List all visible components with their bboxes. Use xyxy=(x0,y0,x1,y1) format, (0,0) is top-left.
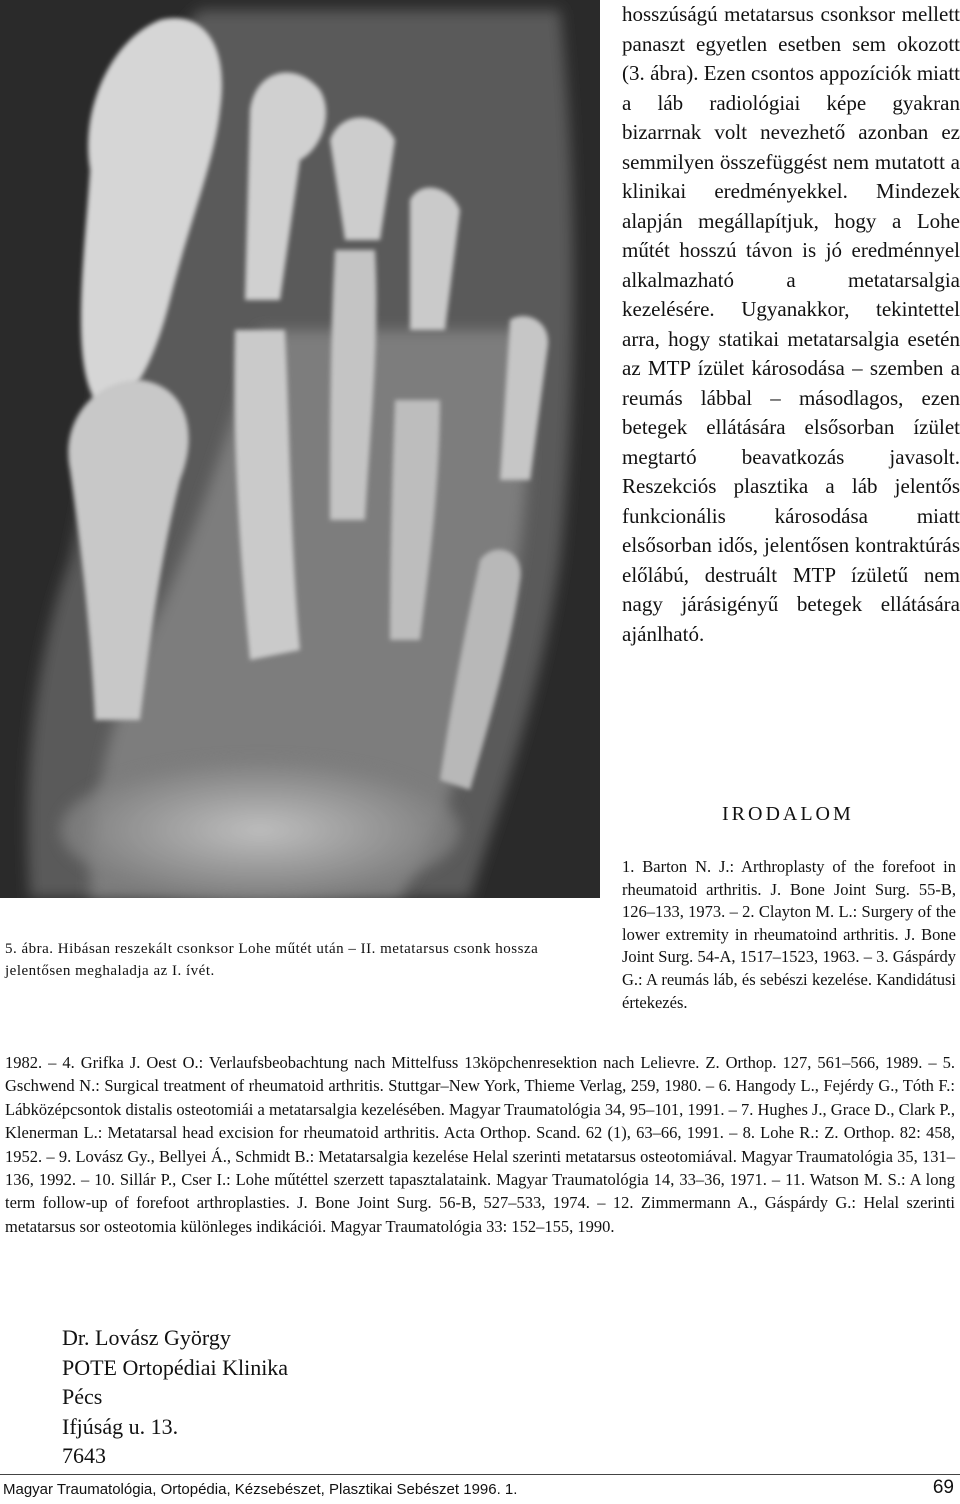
references-heading: IRODALOM xyxy=(722,803,854,825)
author-street: Ifjúság u. 13. xyxy=(62,1413,179,1439)
foot-xray-figure xyxy=(0,0,600,898)
author-address xyxy=(62,1323,288,1471)
page-number: 69 xyxy=(932,1477,954,1498)
author-postcode: 7643 xyxy=(62,1443,106,1468)
footer-divider xyxy=(0,1474,960,1475)
author-city: Pécs xyxy=(62,1384,103,1409)
footer-journal: Magyar Traumatológia, Ortopédia, Kézsebészet, Plasztikai Sebészet 1996. 1. xyxy=(3,1481,518,1498)
body-text-column xyxy=(622,0,960,649)
author-institution: POTE Ortopédiai Klinika xyxy=(62,1354,289,1380)
body-paragraph: hosszúságú metatarsus csonksor mellett panaszt egyetlen esetben sem okozott (3. ábra). Ezen csontos appozíciók miatt a láb radiológiai képe gyakran bizarrnak volt nevezhető azonban ez semmilyen összefüggést nem mutatott a klinikai eredményekkel. Mindezek alapján megállapítjuk, hogy a Lohe műtét hosszú távon is jó eredménnyel alkalmazható a metatarsalgia kezelésére. Ugyanakkor, tekintettel arra, hogy statikai metatarsalgia esetén az MTP ízület károsodása – szemben a reumás lábbal – másodlagos, ezen betegek ellátására elsősorban ízület megtartó beavatkozás javasolt. Reszekciós plasztika a láb jelentős funkcionális károsodása miatt elsősorban idős, jelentősen kontraktúrás előlábú, destruált MTP ízületű nem nagy járásigényű betegek ellátására ajánlható. xyxy=(622,2,960,646)
figure-caption: 5. ábra. Hibásan reszekált csonksor Lohe műtét után – II. metatarsus csonk hossza jelentősen meghaladja az I. ívét. xyxy=(5,941,539,979)
references-full-width-text: 1982. – 4. Grifka J. Oest O.: Verlaufsbeobachtung nach Mittelfuss 13köpchenresektion nach Lelievre. Z. Orthop. 127, 561–566, 1989. – 5. Gschwend N.: Surgical treatment of rheumatoid arthritis. Stuttgar–New York, Thieme Verlag, 259, 1980. – 6. Hangody L., Fejérdy G., Tóth F.: Lábközépcsontok distalis osteotomiái a metatarsalgia kezelésében. Magyar Traumatológia 34, 95–101, 1991. – 7. Hughes J., Grace D., Clark P., Klenerman L.: Metatarsal head excision for rheumatoid arthritis. Acta Orthop. Scand. 62 (1), 63–66, 1991. – 8. Lohe R.: Z. Orthop. 82: 458, 1952. – 9. Lovász Gy., Bellyei Á., Schmidt B.: Metatarsalgia kezelése Helal szerinti metatarsus osteotomiával. Magyar Traumatológia 35, 131–136, 1992. – 10. Sillár P., Cser I.: Lohe műtéttel szerzett tapasztalataink. Magyar Traumatológia 14, 33–36, 1971. – 11. Watson M. S.: A long term follow-up of forefoot arthroplasties. J. Bone Joint Surg. 56-B, 527–533, 1974. – 12. Zimmermann A., Gáspárdy G.: Helal szerinti metatarsus sor osteotomia különleges indikációi. Magyar Traumatológia 33: 152–155, 1990. xyxy=(5,1053,955,1236)
author-name: Dr. Lovász György xyxy=(62,1325,231,1350)
foot-xray-image xyxy=(0,0,600,898)
references-column-text: 1. Barton N. J.: Arthroplasty of the forefoot in rheumatoid arthritis. J. Bone Joint Surg. 55-B, 126–133, 1973. – 2. Clayton M. L.: Surgery of the lower extremity in rheumatoind arthritis. J. Bone Joint Surg. 54-A, 1517–1523, 1963. – 3. Gáspárdy G.: A reumás láb, és sebészi kezelése. Kandidátusi értekezés. xyxy=(622,857,956,1012)
